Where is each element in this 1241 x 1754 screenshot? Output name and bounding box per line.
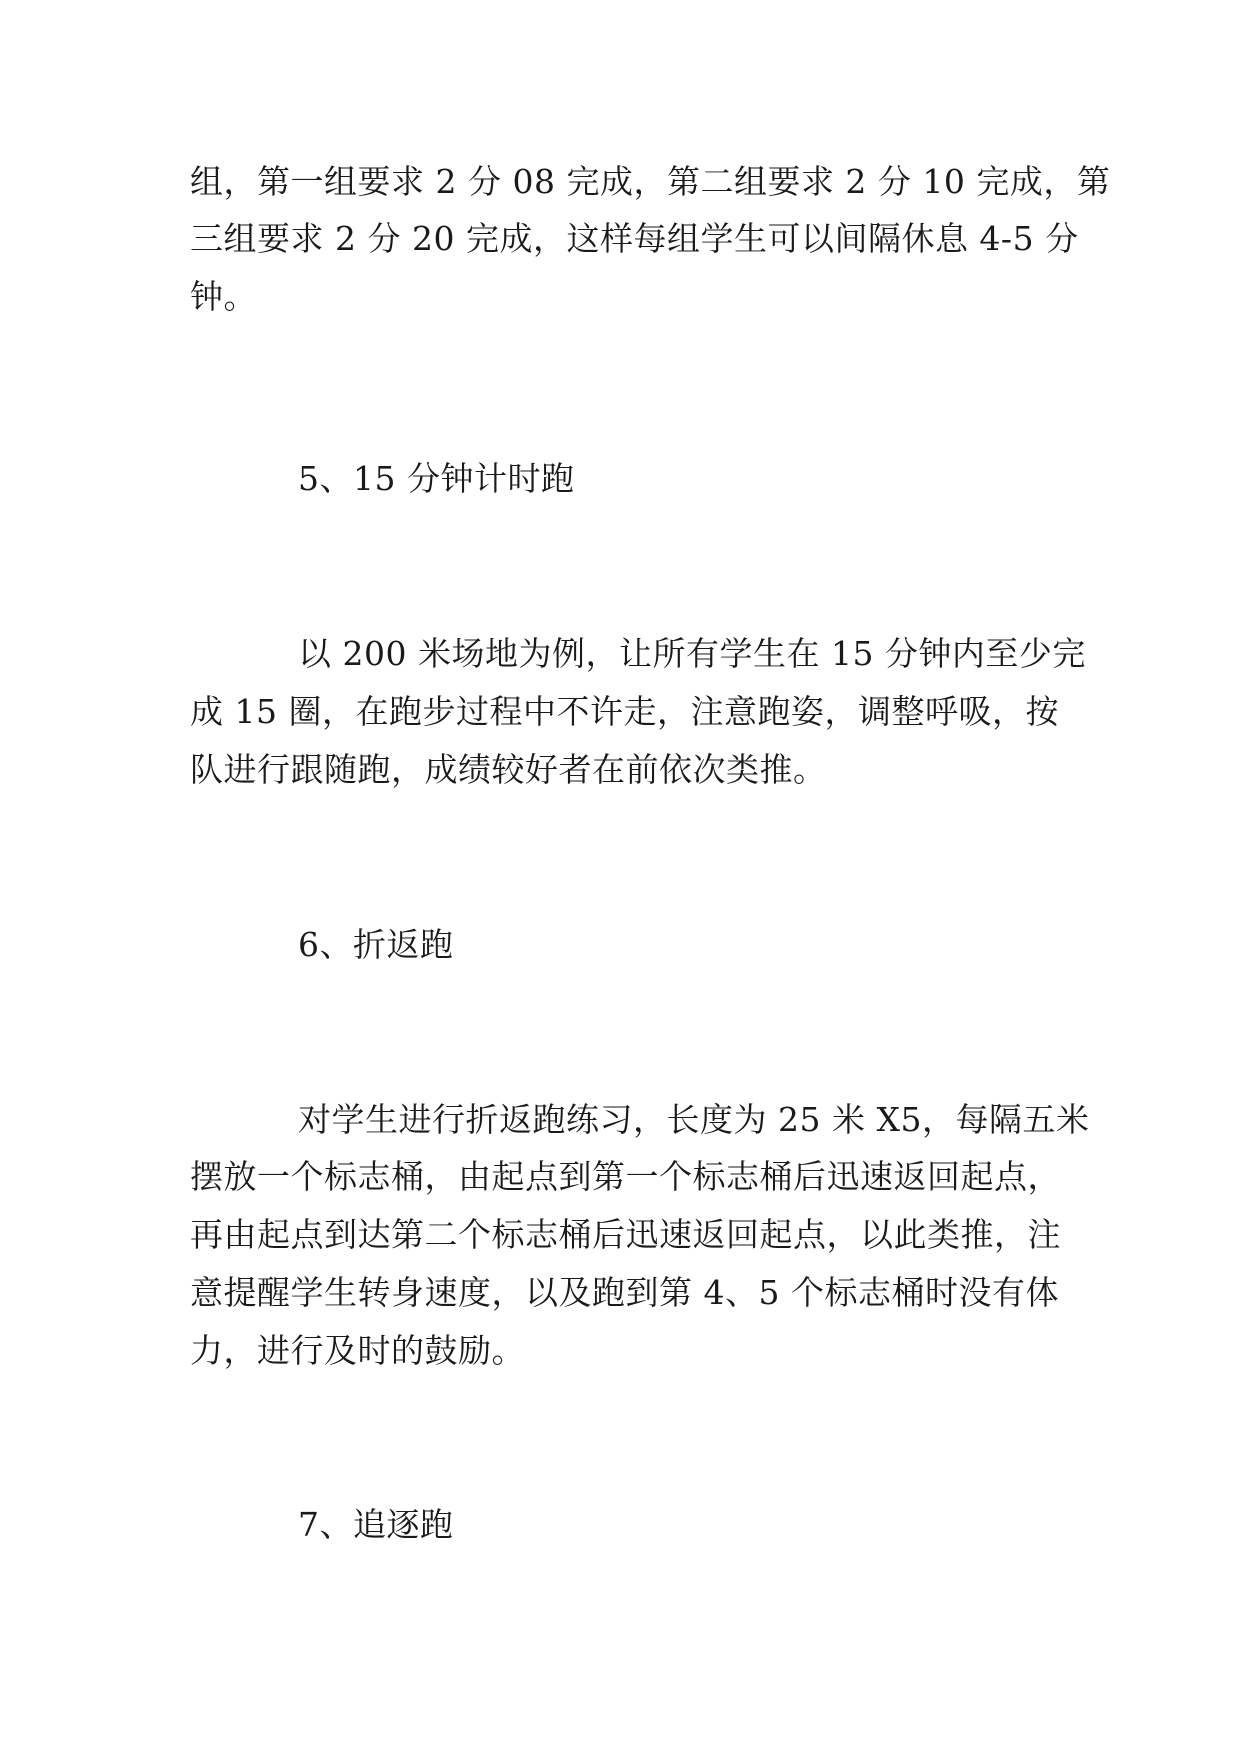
paragraph-line: 意提醒学生转身速度，以及跑到第 4、5 个标志桶时没有体	[190, 1273, 1059, 1312]
paragraph-line: 再由起点到达第二个标志桶后迅速返回起点，以此类推，注	[190, 1215, 1061, 1254]
section-heading-5: 5、15 分钟计时跑	[298, 459, 575, 498]
paragraph-line: 摆放一个标志桶，由起点到第一个标志桶后迅速返回起点，	[190, 1157, 1061, 1196]
paragraph-line: 组，第一组要求 2 分 08 完成，第二组要求 2 分 10 完成，第	[190, 162, 1111, 201]
section-heading-7: 7、追逐跑	[298, 1505, 454, 1544]
paragraph-line: 以 200 米场地为例，让所有学生在 15 分钟内至少完	[298, 634, 1086, 673]
paragraph-line: 力，进行及时的鼓励。	[190, 1331, 525, 1370]
paragraph-line: 钟。	[190, 277, 257, 316]
section-heading-6: 6、折返跑	[298, 925, 454, 964]
paragraph-line: 三组要求 2 分 20 完成，这样每组学生可以间隔休息 4-5 分	[190, 219, 1079, 258]
paragraph-line: 成 15 圈，在跑步过程中不许走，注意跑姿，调整呼吸，按	[190, 692, 1059, 731]
paragraph-line: 队进行跟随跑，成绩较好者在前依次类推。	[190, 750, 827, 789]
paragraph-line: 对学生进行折返跑练习，长度为 25 米 X5，每隔五米	[298, 1100, 1090, 1139]
